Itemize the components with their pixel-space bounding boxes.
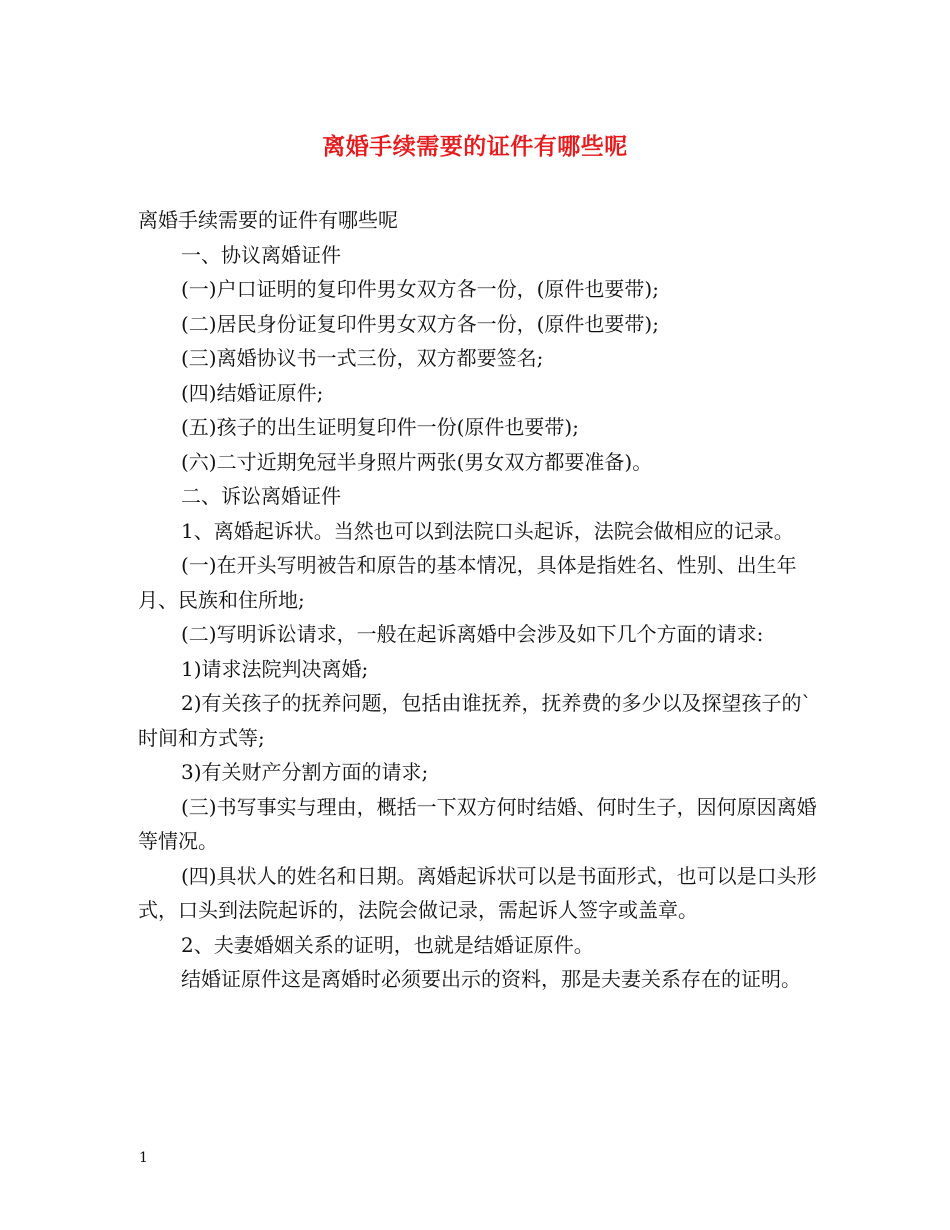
paragraph-item: (二)写明诉讼请求，一般在起诉离婚中会涉及如下几个方面的请求:: [181, 622, 764, 646]
paragraph-item: 1)请求法院判决离婚;: [181, 656, 369, 681]
paragraph-item: (四)结婚证原件;: [181, 380, 324, 405]
paragraph-item: (六)二寸近期免冠半身照片两张(男女双方都要准备)。: [181, 449, 653, 474]
paragraph-item: 结婚证原件这是离婚时必须要出示的资料，那是夫妻关系存在的证明。: [181, 967, 801, 991]
paragraph-item: 2、夫妻婚姻关系的证明，也就是结婚证原件。: [181, 932, 594, 957]
paragraph-item: (三)离婚协议书一式三份，双方都要签名;: [181, 346, 544, 370]
paragraph-item: 3)有关财产分割方面的请求;: [181, 760, 429, 784]
paragraph-item: (一)户口证明的复印件男女双方各一份，(原件也要带);: [181, 277, 659, 301]
paragraph-section-agreement: 一、协议离婚证件: [181, 242, 341, 267]
paragraph-item: 1、离婚起诉状。当然也可以到法院口头起诉，法院会做相应的记录。: [181, 518, 794, 543]
paragraph-item: (四)具状人的姓名和日期。离婚起诉状可以是书面形式，也可以是口头形式，口头到法院起诉的，法院会做记录，需起诉人签字或盖章。: [138, 863, 817, 922]
page-number: 1: [139, 1150, 148, 1166]
paragraph-heading: 离婚手续需要的证件有哪些呢: [138, 208, 398, 232]
document-title: 离婚手续需要的证件有哪些呢: [322, 134, 628, 160]
paragraph-section-litigation: 二、诉讼离婚证件: [181, 484, 341, 508]
paragraph-item: 2)有关孩子的抚养问题，包括由谁抚养，抚养费的多少以及探望孩子的`时间和方式等;: [138, 691, 812, 750]
paragraph-item: (二)居民身份证复印件男女双方各一份，(原件也要带);: [181, 311, 659, 336]
paragraph-item: (五)孩子的出生证明复印件一份(原件也要带);: [181, 415, 579, 439]
paragraph-item: (三)书写事实与理由，概括一下双方何时结婚、何时生子，因何原因离婚等情况。: [138, 794, 817, 853]
paragraph-item: (一)在开头写明被告和原告的基本情况，具体是指姓名、性别、出生年月、民族和住所地;: [138, 553, 797, 612]
document-body: [138, 203, 826, 997]
